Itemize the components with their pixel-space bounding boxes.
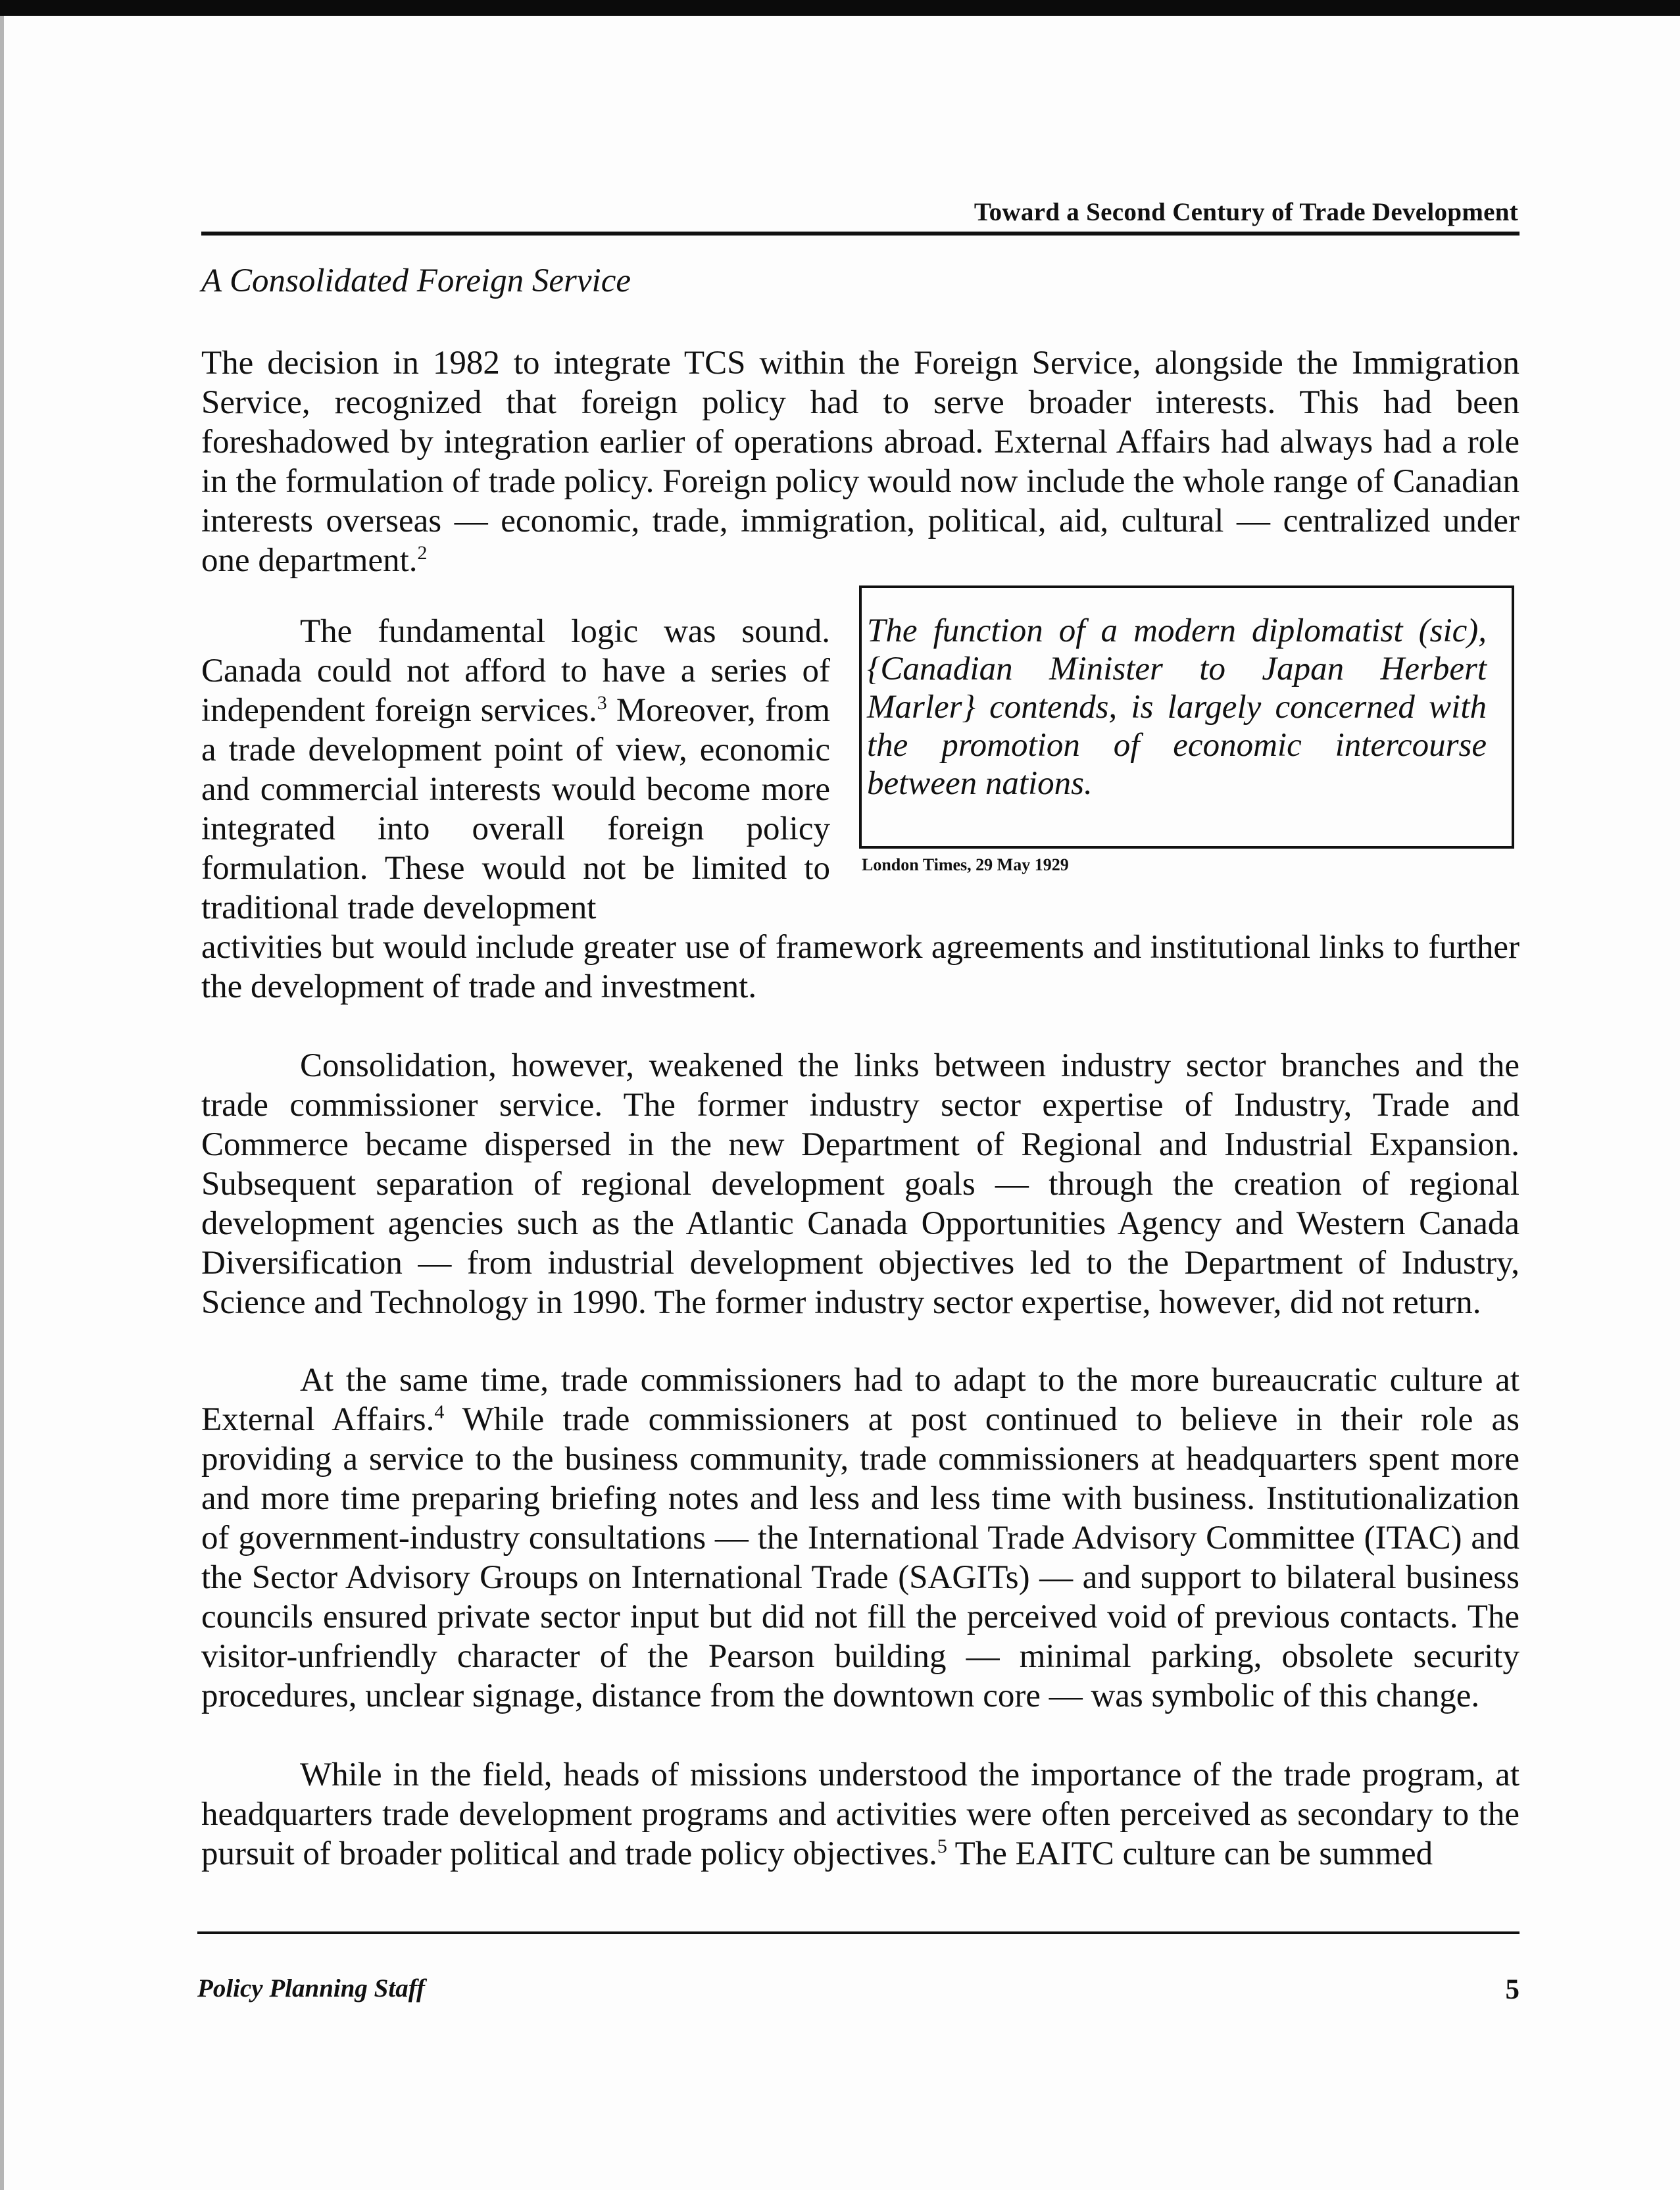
footnote-ref-5: 5 xyxy=(937,1835,947,1857)
paragraph-2 xyxy=(201,612,830,928)
paragraph-2-text-a: The fundamental logic was sound. Canada could not afford to have a series of independent foreign services. xyxy=(201,613,830,729)
footer-rule xyxy=(197,1931,1519,1934)
paragraph-4 xyxy=(201,1360,1519,1716)
paragraph-2-text-b: Moreover, from a trade development point of view, economic and commercial interests would become more integrated into overall foreign policy formulation. These would not be limited to traditional trade development xyxy=(201,692,830,926)
paragraph-4-text-b: While trade commissioners at post continued to believe in their role as providing a service to the business community, trade commissioners at headquarters spent more and more time preparing briefing notes and less and less time with business. Institutionalization of government-industry consultations — the International Trade Advisory Committee (ITAC) and the Sector Advisory Groups on International Trade (SAGITs) — and support to bilateral business councils ensured private sector input but did not fill the perceived void of previous contacts. The visitor-unfriendly character of the Pearson building — minimal parking, obsolete security procedures, unclear signage, distance from the downtown core — was symbolic of this change. xyxy=(201,1401,1519,1714)
paragraph-5 xyxy=(201,1755,1519,1874)
paragraph-4-text-a: At the same time, trade commissioners had to adapt to the more bureaucratic culture at External Affairs. xyxy=(201,1362,1519,1438)
footnote-ref-2: 2 xyxy=(417,542,428,564)
paragraph-5-text-a: While in the field, heads of missions understood the importance of the trade program, at headquarters trade development programs and activities were often perceived as secondary to the pursuit of broader political and trade policy objectives. xyxy=(201,1756,1519,1872)
sidebar-quote-source: London Times, 29 May 1929 xyxy=(862,855,1069,874)
footnote-ref-3: 3 xyxy=(597,692,607,714)
footnote-ref-4: 4 xyxy=(434,1401,445,1423)
section-title: A Consolidated Foreign Service xyxy=(201,262,631,299)
paragraph-1 xyxy=(201,343,1519,580)
header-rule xyxy=(201,232,1519,236)
footer-publisher: Policy Planning Staff xyxy=(197,1974,425,2003)
page-number: 5 xyxy=(1505,1974,1519,2005)
paragraph-5-text-b: The EAITC culture can be summed xyxy=(947,1835,1433,1872)
paragraph-3: Consolidation, however, weakened the links between industry sector branches and the trade commissioner service. The former industry sector expertise of Industry, Trade and Commerce became dispersed in the new Department of Regional and Industrial Expansion. Subsequent separation of regional development goals — through the creation of regional development agencies such as the Atlantic Canada Opportunities Agency and Western Canada Diversification — from industrial development objectives led to the Department of Industry, Science and Technology in 1990. The former industry sector expertise, however, did not return. xyxy=(201,1047,1519,1321)
sidebar-quote-text: The function of a modern diplomatist (sic), {Canadian Minister to Japan Herbert Marler} contends, is largely concerned with the promotion of economic intercourse between nations. xyxy=(867,612,1487,802)
paragraph-2-continued: activities but would include greater use of framework agreements and institutional links to further the development of trade and investment. xyxy=(201,929,1519,1005)
running-header: Toward a Second Century of Trade Development xyxy=(974,198,1518,226)
paragraph-1-text: The decision in 1982 to integrate TCS within the Foreign Service, alongside the Immigration Service, recognized that foreign policy had to serve broader interests. This had been foreshadowed by integration earlier of operations abroad. External Affairs had always had a role in the formulation of trade policy. Foreign policy would now include the whole range of Canadian interests overseas — economic, trade, immigration, political, aid, cultural — centralized under one department. xyxy=(201,345,1519,579)
